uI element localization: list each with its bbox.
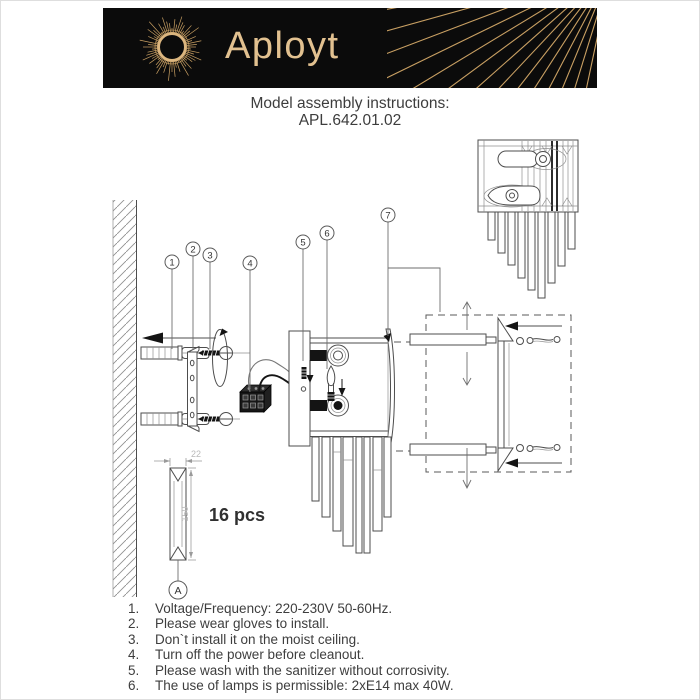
callout-7-label: 7 (385, 210, 391, 222)
callout-5-label: 5 (300, 237, 306, 249)
fixture-backplate (289, 331, 310, 446)
brand-name: Aployt (225, 25, 340, 67)
item-number: 3. (128, 631, 140, 647)
item-text: Voltage/Frequency: 220-230V 50-60Hz. (155, 601, 393, 616)
list-item (128, 616, 454, 631)
item-number: 1. (128, 601, 140, 616)
assembled-fixture-view (478, 140, 578, 298)
list-item (128, 632, 454, 647)
callout-1-label: 1 (169, 257, 175, 269)
callout-6-label: 6 (324, 228, 330, 240)
list-item (128, 678, 454, 693)
width-dim-label: 22 (190, 449, 202, 459)
wall-direction-arrow-icon (142, 333, 216, 344)
assembled-hanging-rods (488, 212, 575, 298)
callout-1 (165, 255, 179, 349)
item-number: 6. (128, 678, 140, 694)
crystal-rod-with-rings-top (527, 337, 560, 344)
hook-top (517, 338, 524, 345)
callout-2-label: 2 (190, 244, 196, 256)
item-text: Please wash with the sanitizer without corrosivity. (155, 662, 450, 678)
shade-rail-top (410, 334, 496, 345)
callout-2 (186, 242, 200, 350)
wall-section (113, 200, 137, 597)
movement-arrows-icon (463, 302, 471, 488)
bulb-insert-arrow-icon (339, 379, 346, 396)
part-a-label: A (174, 585, 182, 597)
item-number: 2. (128, 616, 140, 632)
insert-arrow-bottom-icon (505, 459, 562, 468)
item-number: 4. (128, 647, 140, 663)
list-item (128, 647, 454, 662)
item-number: 5. (128, 662, 140, 678)
terminal-block (240, 385, 271, 412)
instruction-list (128, 601, 454, 693)
assembled-bulb-lower (484, 185, 540, 207)
candle-bulb (327, 366, 335, 401)
callout-3 (203, 248, 217, 349)
model-number: APL.642.01.02 (298, 112, 402, 129)
part-a-badge (169, 560, 187, 599)
width-dimension (154, 449, 202, 466)
socket-upper (310, 345, 349, 366)
item-text: Don`t install it on the moist ceiling. (155, 631, 360, 647)
mounting-bracket (188, 347, 200, 432)
item-text: Turn off the power before cleanout. (155, 647, 365, 663)
item-text: The use of lamps is permissible: 2xE14 max 40W. (155, 678, 454, 694)
height-dim-label: 150 (180, 506, 190, 522)
page-title: Model assembly instructions: (250, 95, 450, 112)
callout-3-label: 3 (207, 250, 213, 262)
item-text: Please wear gloves to install. (155, 616, 330, 632)
shade-assembly-detail (394, 302, 571, 488)
insert-arrow-top-icon (505, 322, 562, 331)
shade-rail-bottom (410, 444, 496, 455)
fixture-body (310, 329, 395, 448)
callout-4 (243, 256, 257, 388)
list-item (128, 663, 454, 678)
list-item (128, 601, 454, 616)
quantity-label: 16 pcs (209, 505, 266, 525)
callout-4-label: 4 (247, 258, 253, 270)
callout-7 (381, 208, 440, 336)
crystal-rod-with-rings-bottom (527, 445, 560, 452)
shade-side-panel (498, 318, 524, 471)
crystal-rod-detail (154, 449, 202, 599)
fixture-hanging-rods (312, 437, 391, 553)
hook-bottom (517, 445, 524, 452)
